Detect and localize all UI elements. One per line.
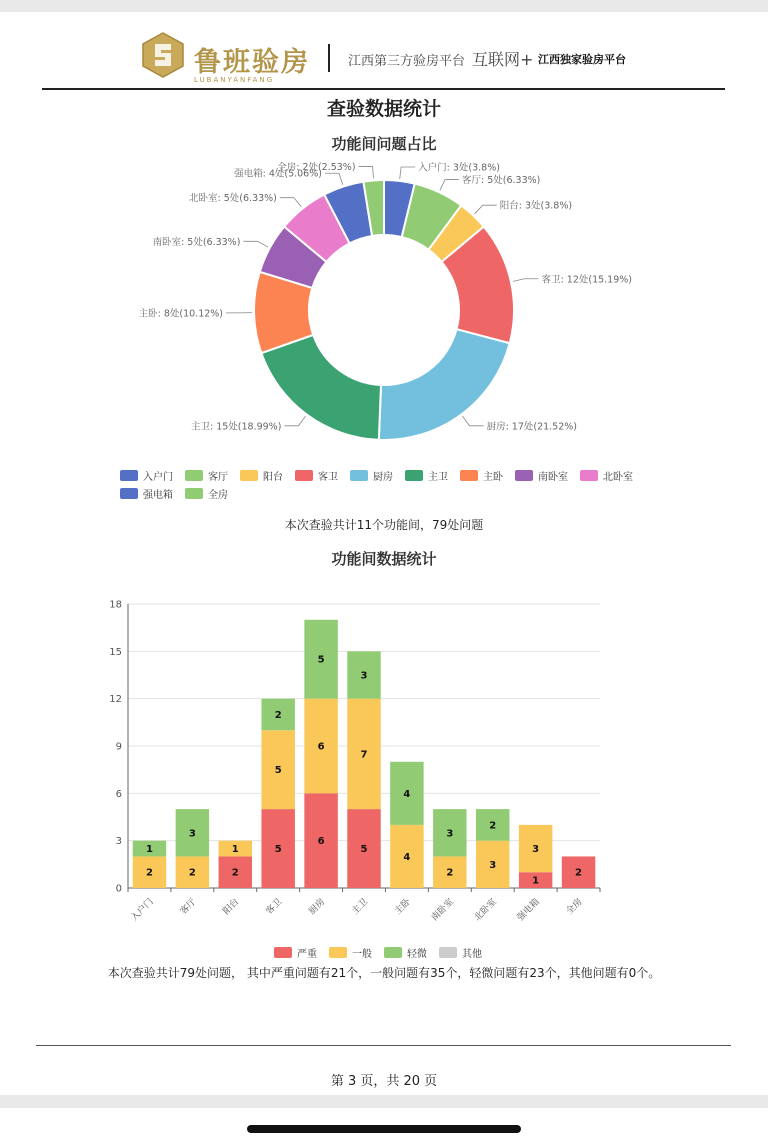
x-tick-label: 主卧 — [393, 897, 414, 917]
pie-leader-line — [243, 241, 268, 247]
bar-value-label: 2 — [145, 867, 153, 879]
bar-value-label: 3 — [446, 828, 454, 840]
bar-value-label: 5 — [274, 844, 282, 856]
legend-swatch — [185, 488, 203, 499]
legend-swatch — [350, 470, 368, 481]
pie-slice-label: 客厅: 5处(6.33%) — [462, 175, 541, 187]
bar-chart — [0, 582, 768, 942]
bar-legend-item[interactable] — [384, 945, 427, 959]
bar-value-label: 1 — [231, 844, 239, 856]
legend-swatch — [384, 947, 402, 958]
bar-value-label: 3 — [489, 859, 497, 871]
pie-slice-label: 阳台: 3处(3.8%) — [499, 200, 573, 212]
footer-divider — [36, 1045, 731, 1046]
legend-swatch — [295, 470, 313, 481]
header-divider — [328, 44, 330, 72]
bar-value-label: 3 — [360, 670, 368, 682]
pie-chart-title: 功能间问题占比 — [331, 135, 437, 153]
bar-value-label: 5 — [274, 765, 282, 777]
x-tick-label: 主卫 — [350, 897, 371, 917]
bar-value-label: 1 — [145, 844, 153, 856]
pie-slice-label: 主卫: 15处(18.99%) — [190, 421, 282, 433]
pie-legend-item[interactable] — [185, 486, 228, 500]
x-tick-label: 入户门 — [129, 897, 156, 924]
pie-leader-line — [400, 167, 415, 179]
header-tagline-1: 江西第三方验房平台 — [348, 54, 466, 69]
x-tick-label: 阳台 — [221, 897, 242, 917]
logo-icon — [142, 32, 184, 78]
bar-value-label: 5 — [317, 654, 325, 666]
pie-slice-label: 客卫: 12处(15.19%) — [541, 274, 633, 286]
pie-legend-item[interactable] — [120, 468, 173, 482]
pie-legend-item[interactable] — [580, 468, 633, 482]
pie-legend — [120, 468, 680, 500]
legend-swatch — [439, 947, 457, 958]
bar-value-label: 4 — [403, 788, 411, 800]
pie-slice-label: 全房: 2处(2.53%) — [277, 162, 356, 173]
legend-label: 主卫 — [428, 471, 448, 483]
legend-label: 主卧 — [483, 471, 503, 483]
bar-value-label: 3 — [532, 844, 540, 856]
pie-leader-line — [359, 166, 374, 178]
x-tick-label: 厨房 — [307, 897, 328, 917]
logo-text: 鲁班验房 — [194, 47, 310, 78]
legend-label: 一般 — [352, 948, 372, 960]
legend-swatch — [120, 470, 138, 481]
pie-slice-label: 厨房: 17处(21.52%) — [486, 421, 578, 433]
home-indicator[interactable] — [247, 1125, 521, 1133]
legend-swatch — [274, 947, 292, 958]
logo-subtext: LUBANYANFANG — [194, 76, 275, 84]
pie-legend-item[interactable] — [405, 468, 448, 482]
header-tagline-2: 互联网+ — [472, 50, 534, 69]
pie-leader-line — [440, 180, 459, 191]
legend-label: 客厅 — [208, 471, 228, 483]
x-tick-label: 客厅 — [178, 897, 199, 917]
bar-legend-item[interactable] — [274, 945, 317, 959]
pie-chart — [0, 162, 768, 462]
legend-label: 入户门 — [143, 471, 173, 483]
section-title: 查验数据统计 — [326, 98, 441, 120]
pie-legend-item[interactable] — [185, 468, 228, 482]
pie-slice-label: 北卧室: 5处(6.33%) — [189, 193, 277, 205]
legend-label: 客卫 — [318, 471, 338, 483]
pie-leader-line — [513, 279, 539, 282]
legend-label: 强电箱 — [143, 489, 173, 501]
bar-value-label: 6 — [317, 741, 325, 753]
x-tick-label: 全房 — [564, 897, 585, 917]
bar-value-label: 2 — [188, 867, 196, 879]
legend-swatch — [240, 470, 258, 481]
x-tick-label: 强电箱 — [515, 897, 542, 924]
pie-leader-line — [325, 173, 343, 184]
y-tick-label: 18 — [109, 599, 122, 611]
page-number: 第 3 页，共 20 页 — [330, 1074, 438, 1089]
bar-chart-title: 功能间数据统计 — [331, 550, 437, 568]
pie-slice-label: 入户门: 3处(3.8%) — [418, 162, 500, 174]
bar-value-label: 1 — [532, 875, 540, 887]
legend-label: 全房 — [208, 489, 228, 501]
legend-label: 南卧室 — [538, 471, 568, 483]
legend-label: 厨房 — [373, 471, 393, 483]
bar-value-label: 2 — [231, 867, 239, 879]
legend-swatch — [460, 470, 478, 481]
bar-value-label: 6 — [317, 836, 325, 848]
legend-label: 严重 — [297, 948, 317, 960]
pie-legend-item[interactable] — [295, 468, 338, 482]
bar-legend-item[interactable] — [329, 945, 372, 959]
legend-label: 北卧室 — [603, 471, 633, 483]
bar-value-label: 2 — [575, 867, 583, 879]
y-tick-label: 0 — [115, 883, 122, 895]
bar-summary: 本次查验共计79处问题， 其中严重问题有21个，一般问题有35个，轻微问题有23个，其他问题有0个。 — [107, 966, 661, 980]
pie-summary: 本次查验共计11个功能间，79处问题 — [284, 518, 484, 532]
page-header — [42, 26, 725, 90]
bar-value-label: 4 — [403, 851, 411, 863]
bar-value-label: 5 — [360, 844, 368, 856]
legend-label: 其他 — [462, 948, 482, 960]
pie-leader-line — [475, 205, 497, 214]
bar-value-label: 2 — [274, 709, 282, 721]
pie-leader-line — [284, 416, 305, 426]
pie-leader-line — [280, 198, 302, 207]
legend-swatch — [405, 470, 423, 481]
y-tick-label: 6 — [115, 788, 122, 800]
y-tick-label: 12 — [109, 694, 122, 706]
y-tick-label: 9 — [115, 741, 122, 753]
bar-value-label: 2 — [446, 867, 454, 879]
bar-value-label: 7 — [360, 749, 368, 761]
legend-swatch — [120, 488, 138, 499]
x-tick-label: 客卫 — [264, 897, 285, 917]
y-tick-label: 15 — [109, 646, 122, 658]
report-page — [0, 12, 768, 1095]
legend-swatch — [329, 947, 347, 958]
y-tick-label: 3 — [115, 836, 122, 848]
pie-slice-label: 南卧室: 5处(6.33%) — [152, 236, 241, 248]
legend-label: 阳台 — [263, 471, 283, 483]
pie-legend-item[interactable] — [515, 468, 568, 482]
legend-swatch — [515, 470, 533, 481]
pie-legend-item[interactable] — [120, 486, 173, 500]
pie-legend-item[interactable] — [240, 468, 283, 482]
legend-swatch — [185, 470, 203, 481]
legend-swatch — [580, 470, 598, 481]
pie-slice-label: 强电箱: 4处(5.06%) — [234, 168, 322, 180]
legend-label: 轻微 — [407, 948, 427, 960]
bar-legend — [0, 945, 768, 959]
header-tagline-3: 江西独家验房平台 — [538, 53, 626, 66]
bar-value-label: 3 — [188, 828, 196, 840]
bar-value-label: 2 — [489, 820, 497, 832]
bar-legend-item[interactable] — [439, 945, 482, 959]
pie-legend-item[interactable] — [460, 468, 503, 482]
pie-legend-item[interactable] — [350, 468, 393, 482]
pie-leader-line — [462, 416, 483, 426]
pie-slice-label: 主卧: 8处(10.12%) — [138, 308, 224, 320]
x-tick-label: 南卧室 — [429, 897, 456, 924]
x-tick-label: 北卧室 — [472, 897, 499, 924]
